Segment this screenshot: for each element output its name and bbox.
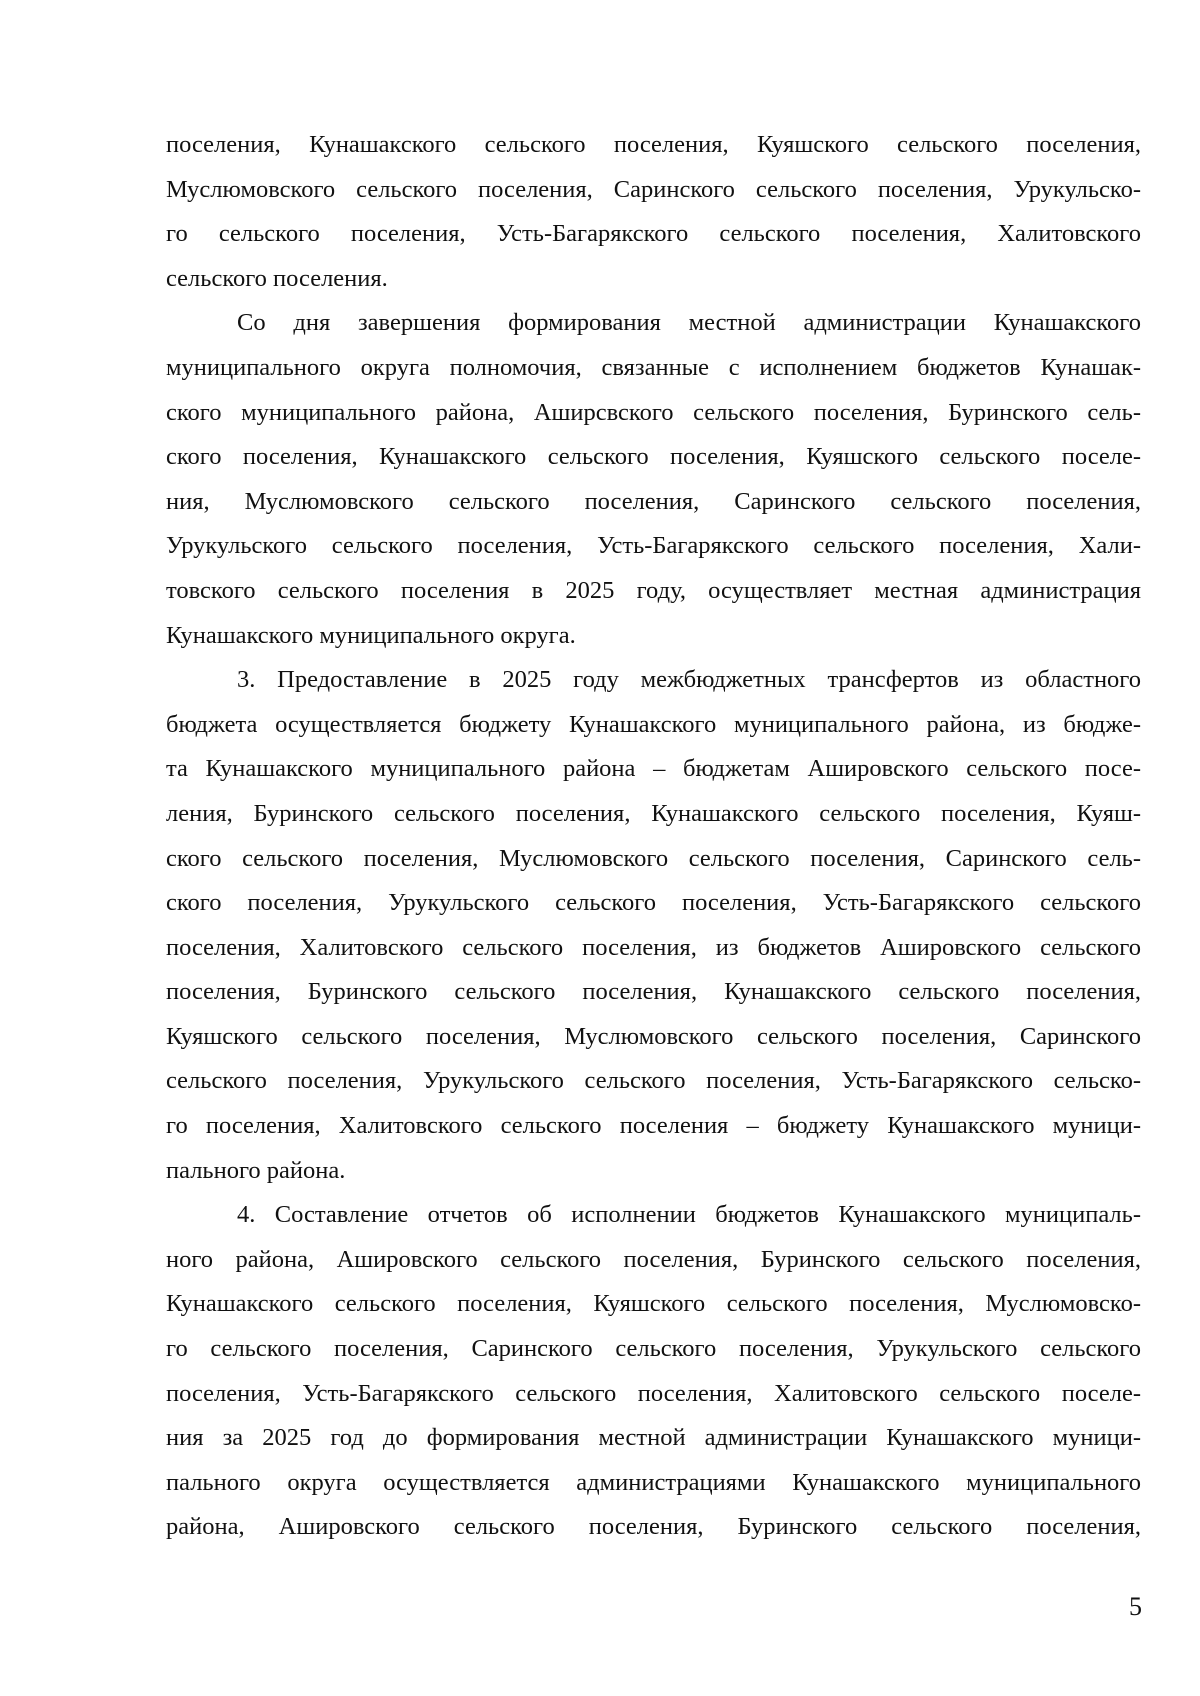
text-line: пального района. xyxy=(166,1156,346,1184)
text-line: района, Ашировского сельского поселения, Буринского сельского поселения, xyxy=(166,1513,1141,1541)
text-line: 3. Предоставление в 2025 году межбюджетных трансфертов из областного xyxy=(237,666,1141,694)
text-line: ния за 2025 год до формирования местной администрации Кунашакского муници- xyxy=(166,1424,1141,1452)
text-line: ского поселения, Кунашакского сельского поселения, Куяшского сельского поселе- xyxy=(166,443,1141,471)
paragraph-item-4 xyxy=(166,1193,1141,1550)
text-line: Кунашакского сельского поселения, Куяшского сельского поселения, Муслюмовско- xyxy=(166,1290,1141,1318)
text-line: ского поселения, Урукульского сельского поселения, Усть-Багарякского сельского xyxy=(166,889,1141,917)
text-line: Кунашакского муниципального округа. xyxy=(166,621,576,649)
text-line: поселения, Усть-Багарякского сельского поселения, Халитовского сельского поселе- xyxy=(166,1379,1141,1407)
text-line: сельского поселения. xyxy=(166,264,388,292)
text-line: 4. Составление отчетов об исполнении бюджетов Кунашакского муниципаль- xyxy=(237,1201,1141,1229)
text-line: пального округа осуществляется администрациями Кунашакского муниципального xyxy=(166,1468,1141,1496)
text-line: го сельского поселения, Усть-Багарякского сельского поселения, Халитовского xyxy=(166,220,1141,248)
page-number: 5 xyxy=(1129,1592,1142,1621)
text-line: та Кунашакского муниципального района – бюджетам Ашировского сельского посе- xyxy=(166,755,1141,783)
text-line: поселения, Буринского сельского поселения, Кунашакского сельского поселения, xyxy=(166,978,1141,1006)
text-line: муниципального округа полномочия, связанные с исполнением бюджетов Кунашак- xyxy=(166,353,1141,381)
paragraph-continuation xyxy=(166,123,1141,301)
paragraph-item-3 xyxy=(166,658,1141,1193)
text-line: Урукульского сельского поселения, Усть-Багарякского сельского поселения, Хали- xyxy=(166,532,1141,560)
text-line: ления, Буринского сельского поселения, Кунашакского сельского поселения, Куяш- xyxy=(166,799,1141,827)
document-body xyxy=(166,123,1141,1550)
text-line: Куяшского сельского поселения, Муслюмовского сельского поселения, Саринского xyxy=(166,1022,1141,1050)
text-line: ского сельского поселения, Муслюмовского сельского поселения, Саринского сель- xyxy=(166,844,1141,872)
text-line: ского муниципального района, Аширсвского сельского поселения, Буринского сель- xyxy=(166,398,1141,426)
text-line: ния, Муслюмовского сельского поселения, Саринского сельского поселения, xyxy=(166,487,1141,515)
text-line: поселения, Кунашакского сельского поселения, Куяшского сельского поселения, xyxy=(166,131,1141,158)
text-line: ного района, Ашировского сельского поселения, Буринского сельского поселения, xyxy=(166,1245,1141,1273)
text-line: Со дня завершения формирования местной администрации Кунашакского xyxy=(237,309,1141,337)
text-line: го сельского поселения, Саринского сельского поселения, Урукульского сельского xyxy=(166,1335,1141,1363)
text-line: поселения, Халитовского сельского поселения, из бюджетов Ашировского сельского xyxy=(166,933,1141,961)
text-line: Муслюмовского сельского поселения, Саринского сельского поселения, Урукульско- xyxy=(166,175,1141,203)
text-line: товского сельского поселения в 2025 году, осуществляет местная администрация xyxy=(166,576,1141,604)
text-line: го поселения, Халитовского сельского поселения – бюджету Кунашакского муници- xyxy=(166,1112,1141,1140)
paragraph-administration-powers xyxy=(166,301,1141,658)
text-line: сельского поселения, Урукульского сельского поселения, Усть-Багарякского сельско- xyxy=(166,1067,1141,1095)
text-line: бюджета осуществляется бюджету Кунашакского муниципального района, из бюдже- xyxy=(166,710,1141,738)
